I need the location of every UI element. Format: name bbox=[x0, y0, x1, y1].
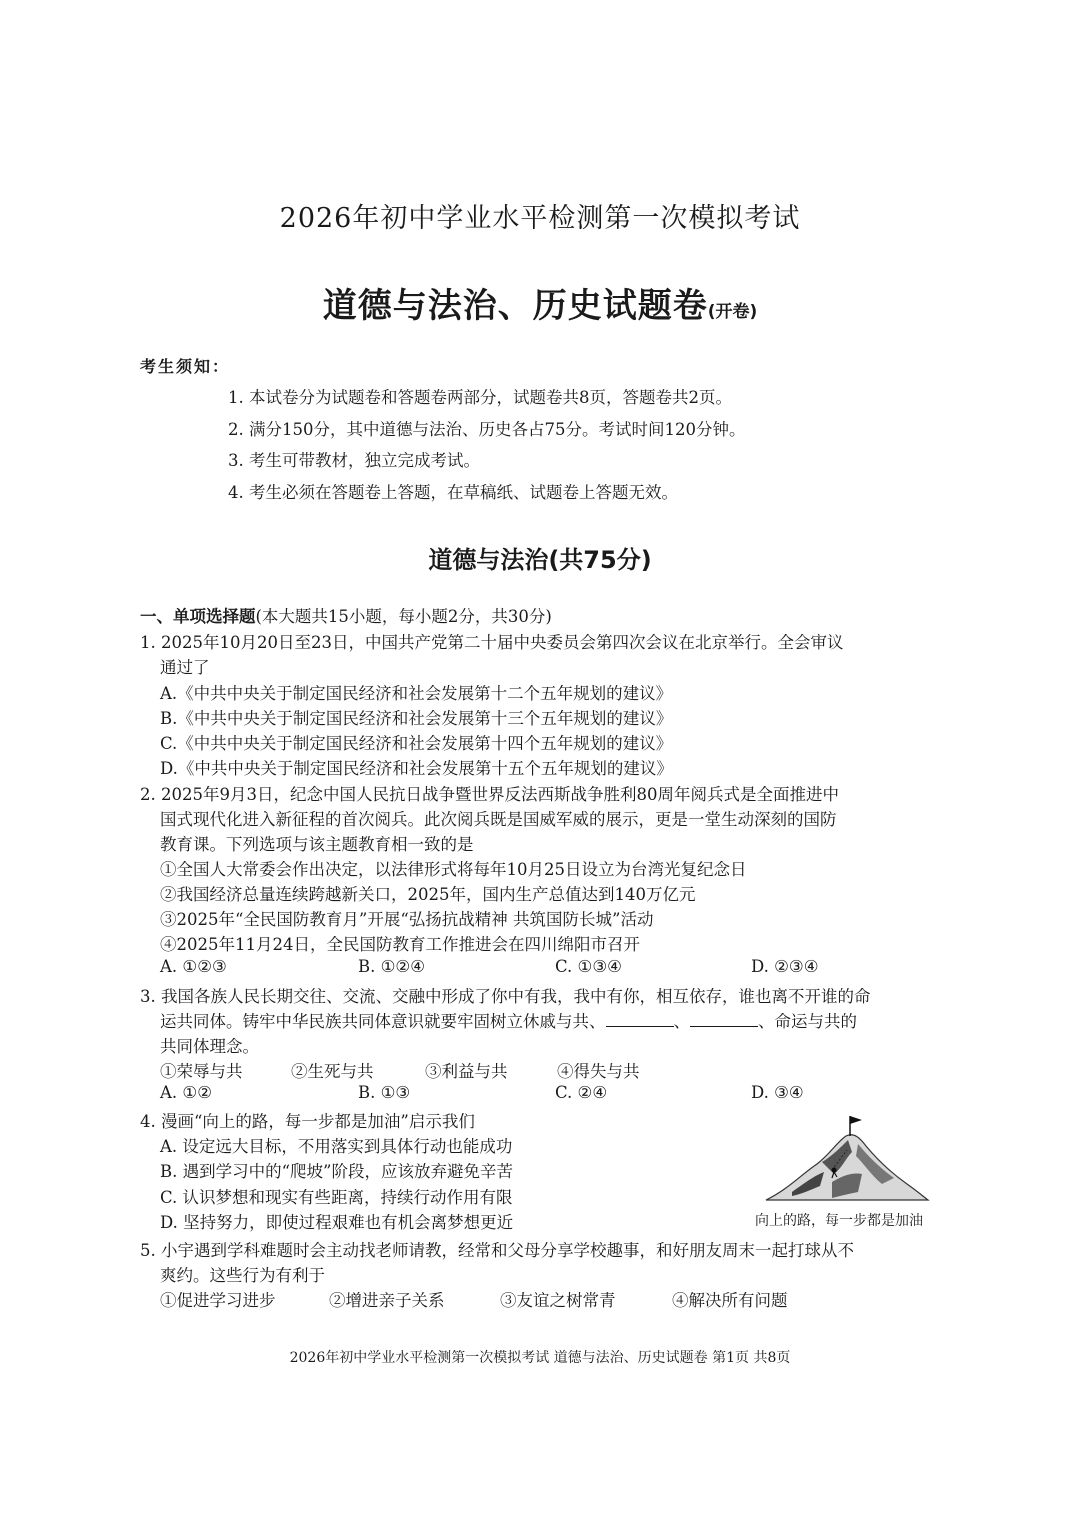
q2-stem-line: 教育课。下列选项与该主题教育相一致的是 bbox=[160, 835, 474, 854]
q4-stem: 4. 漫画“向上的路，每一步都是加油”启示我们 bbox=[140, 1112, 475, 1131]
q3-stem-text: 运共同体。铸牢中华民族共同体意识就要牢固树立休戚与共、 bbox=[160, 1012, 606, 1031]
q2-item: ③2025年“全民国防教育月”开展“弘扬抗战精神 共筑国防长城”活动 bbox=[160, 910, 654, 929]
q2-item: ④2025年11月24日，全民国防教育工作推进会在四川绵阳市召开 bbox=[160, 935, 640, 954]
q3-item: ②生死与共 bbox=[291, 1062, 374, 1081]
paper-note: (开卷) bbox=[707, 302, 758, 322]
q3-option-d: D. ③④ bbox=[751, 1083, 804, 1102]
q1-option-b: B.《中共中央关于制定国民经济和社会发展第十三个五年规划的建议》 bbox=[160, 709, 673, 728]
q2-option-d: D. ②③④ bbox=[751, 957, 819, 976]
paper-title: 道德与法治、历史试题卷 bbox=[322, 286, 708, 326]
q2-option-c: C. ①③④ bbox=[555, 957, 622, 976]
notice-heading: 考生须知： bbox=[140, 357, 231, 376]
paper-title-row bbox=[0, 278, 1080, 327]
notice-item: 2. 满分150分，其中道德与法治、历史各占75分。考试时间120分钟。 bbox=[228, 420, 746, 439]
q3-stem-line: 共同体理念。 bbox=[160, 1037, 259, 1056]
q3-stem-line: 3. 我国各族人民长期交往、交流、交融中形成了你中有我，我中有你，相互依存，谁也离不开谁的命 bbox=[140, 987, 871, 1006]
q3-option-b: B. ①③ bbox=[358, 1083, 411, 1102]
page-footer: 2026年初中学业水平检测第一次模拟考试 道德与法治、历史试题卷 第1页 共8页 bbox=[289, 1350, 791, 1366]
part-label: 一、单项选择题 bbox=[140, 607, 256, 626]
q5-stem-line: 5. 小宇遇到学科难题时会主动找老师请教，经常和父母分享学校趣事，和好朋友周末一起打球从不 bbox=[140, 1241, 854, 1260]
q2-item: ②我国经济总量连续跨越新关口，2025年，国内生产总值达到140万亿元 bbox=[160, 885, 696, 904]
part-heading bbox=[140, 603, 552, 627]
q4-option-c: C. 认识梦想和现实有些距离，持续行动作用有限 bbox=[160, 1188, 513, 1207]
notice-item: 3. 考生可带教材，独立完成考试。 bbox=[228, 451, 480, 470]
fill-blank bbox=[606, 1012, 674, 1027]
q5-item: ①促进学习进步 bbox=[160, 1291, 276, 1310]
q4-option-b: B. 遇到学习中的“爬坡”阶段，应该放弃避免辛苦 bbox=[160, 1162, 513, 1181]
q1-stem-line: 1. 2025年10月20日至23日，中国共产党第二十届中央委员会第四次会议在北京举行。全会审议 bbox=[140, 633, 844, 652]
q5-item: ②增进亲子关系 bbox=[329, 1291, 445, 1310]
q4-option-a: A. 设定远大目标，不用落实到具体行动也能成功 bbox=[160, 1137, 513, 1156]
fill-blank bbox=[690, 1012, 758, 1027]
q1-option-d: D.《中共中央关于制定国民经济和社会发展第十五个五年规划的建议》 bbox=[160, 759, 673, 778]
cartoon-caption: 向上的路，每一步都是加油 bbox=[755, 1213, 923, 1229]
q1-option-c: C.《中共中央关于制定国民经济和社会发展第十四个五年规划的建议》 bbox=[160, 734, 673, 753]
q2-stem-line: 国式现代化进入新征程的首次阅兵。此次阅兵既是国威军威的展示，更是一堂生动深刻的国防 bbox=[160, 810, 837, 829]
q3-option-c: C. ②④ bbox=[555, 1083, 608, 1102]
q5-stem-line: 爽约。这些行为有利于 bbox=[160, 1266, 325, 1285]
q3-option-a: A. ①② bbox=[160, 1083, 212, 1102]
q2-option-a: A. ①②③ bbox=[160, 957, 227, 976]
q3-item: ①荣辱与共 bbox=[160, 1062, 243, 1081]
q2-item: ①全国人大常委会作出决定，以法律形式将每年10月25日设立为台湾光复纪念日 bbox=[160, 860, 747, 879]
q3-item: ④得失与共 bbox=[557, 1062, 640, 1081]
q3-stem-text: 、命运与共的 bbox=[758, 1012, 857, 1031]
q3-separator: 、 bbox=[673, 1012, 690, 1031]
q2-stem-line: 2. 2025年9月3日，纪念中国人民抗日战争暨世界反法西斯战争胜利80周年阅兵式是全面推进中 bbox=[140, 785, 839, 804]
exam-title: 2026年初中学业水平检测第一次模拟考试 bbox=[279, 203, 801, 234]
mountain-cartoon-image bbox=[762, 1112, 932, 1207]
q1-stem-line: 通过了 bbox=[160, 658, 210, 677]
notice-item: 4. 考生必须在答题卷上答题，在草稿纸、试题卷上答题无效。 bbox=[228, 483, 678, 502]
q5-item: ④解决所有问题 bbox=[672, 1291, 788, 1310]
q3-stem-line bbox=[160, 1008, 857, 1032]
q2-option-b: B. ①②④ bbox=[358, 957, 425, 976]
q5-item: ③友谊之树常青 bbox=[500, 1291, 616, 1310]
q3-item: ③利益与共 bbox=[425, 1062, 508, 1081]
q1-option-a: A.《中共中央关于制定国民经济和社会发展第十二个五年规划的建议》 bbox=[160, 684, 673, 703]
notice-item: 1. 本试卷分为试题卷和答题卷两部分，试题卷共8页，答题卷共2页。 bbox=[228, 388, 732, 407]
q4-option-d: D. 坚持努力，即使过程艰难也有机会离梦想更近 bbox=[160, 1213, 514, 1232]
section-title: 道德与法治(共75分) bbox=[428, 546, 652, 574]
part-desc: (本大题共15小题，每小题2分，共30分) bbox=[255, 607, 552, 626]
